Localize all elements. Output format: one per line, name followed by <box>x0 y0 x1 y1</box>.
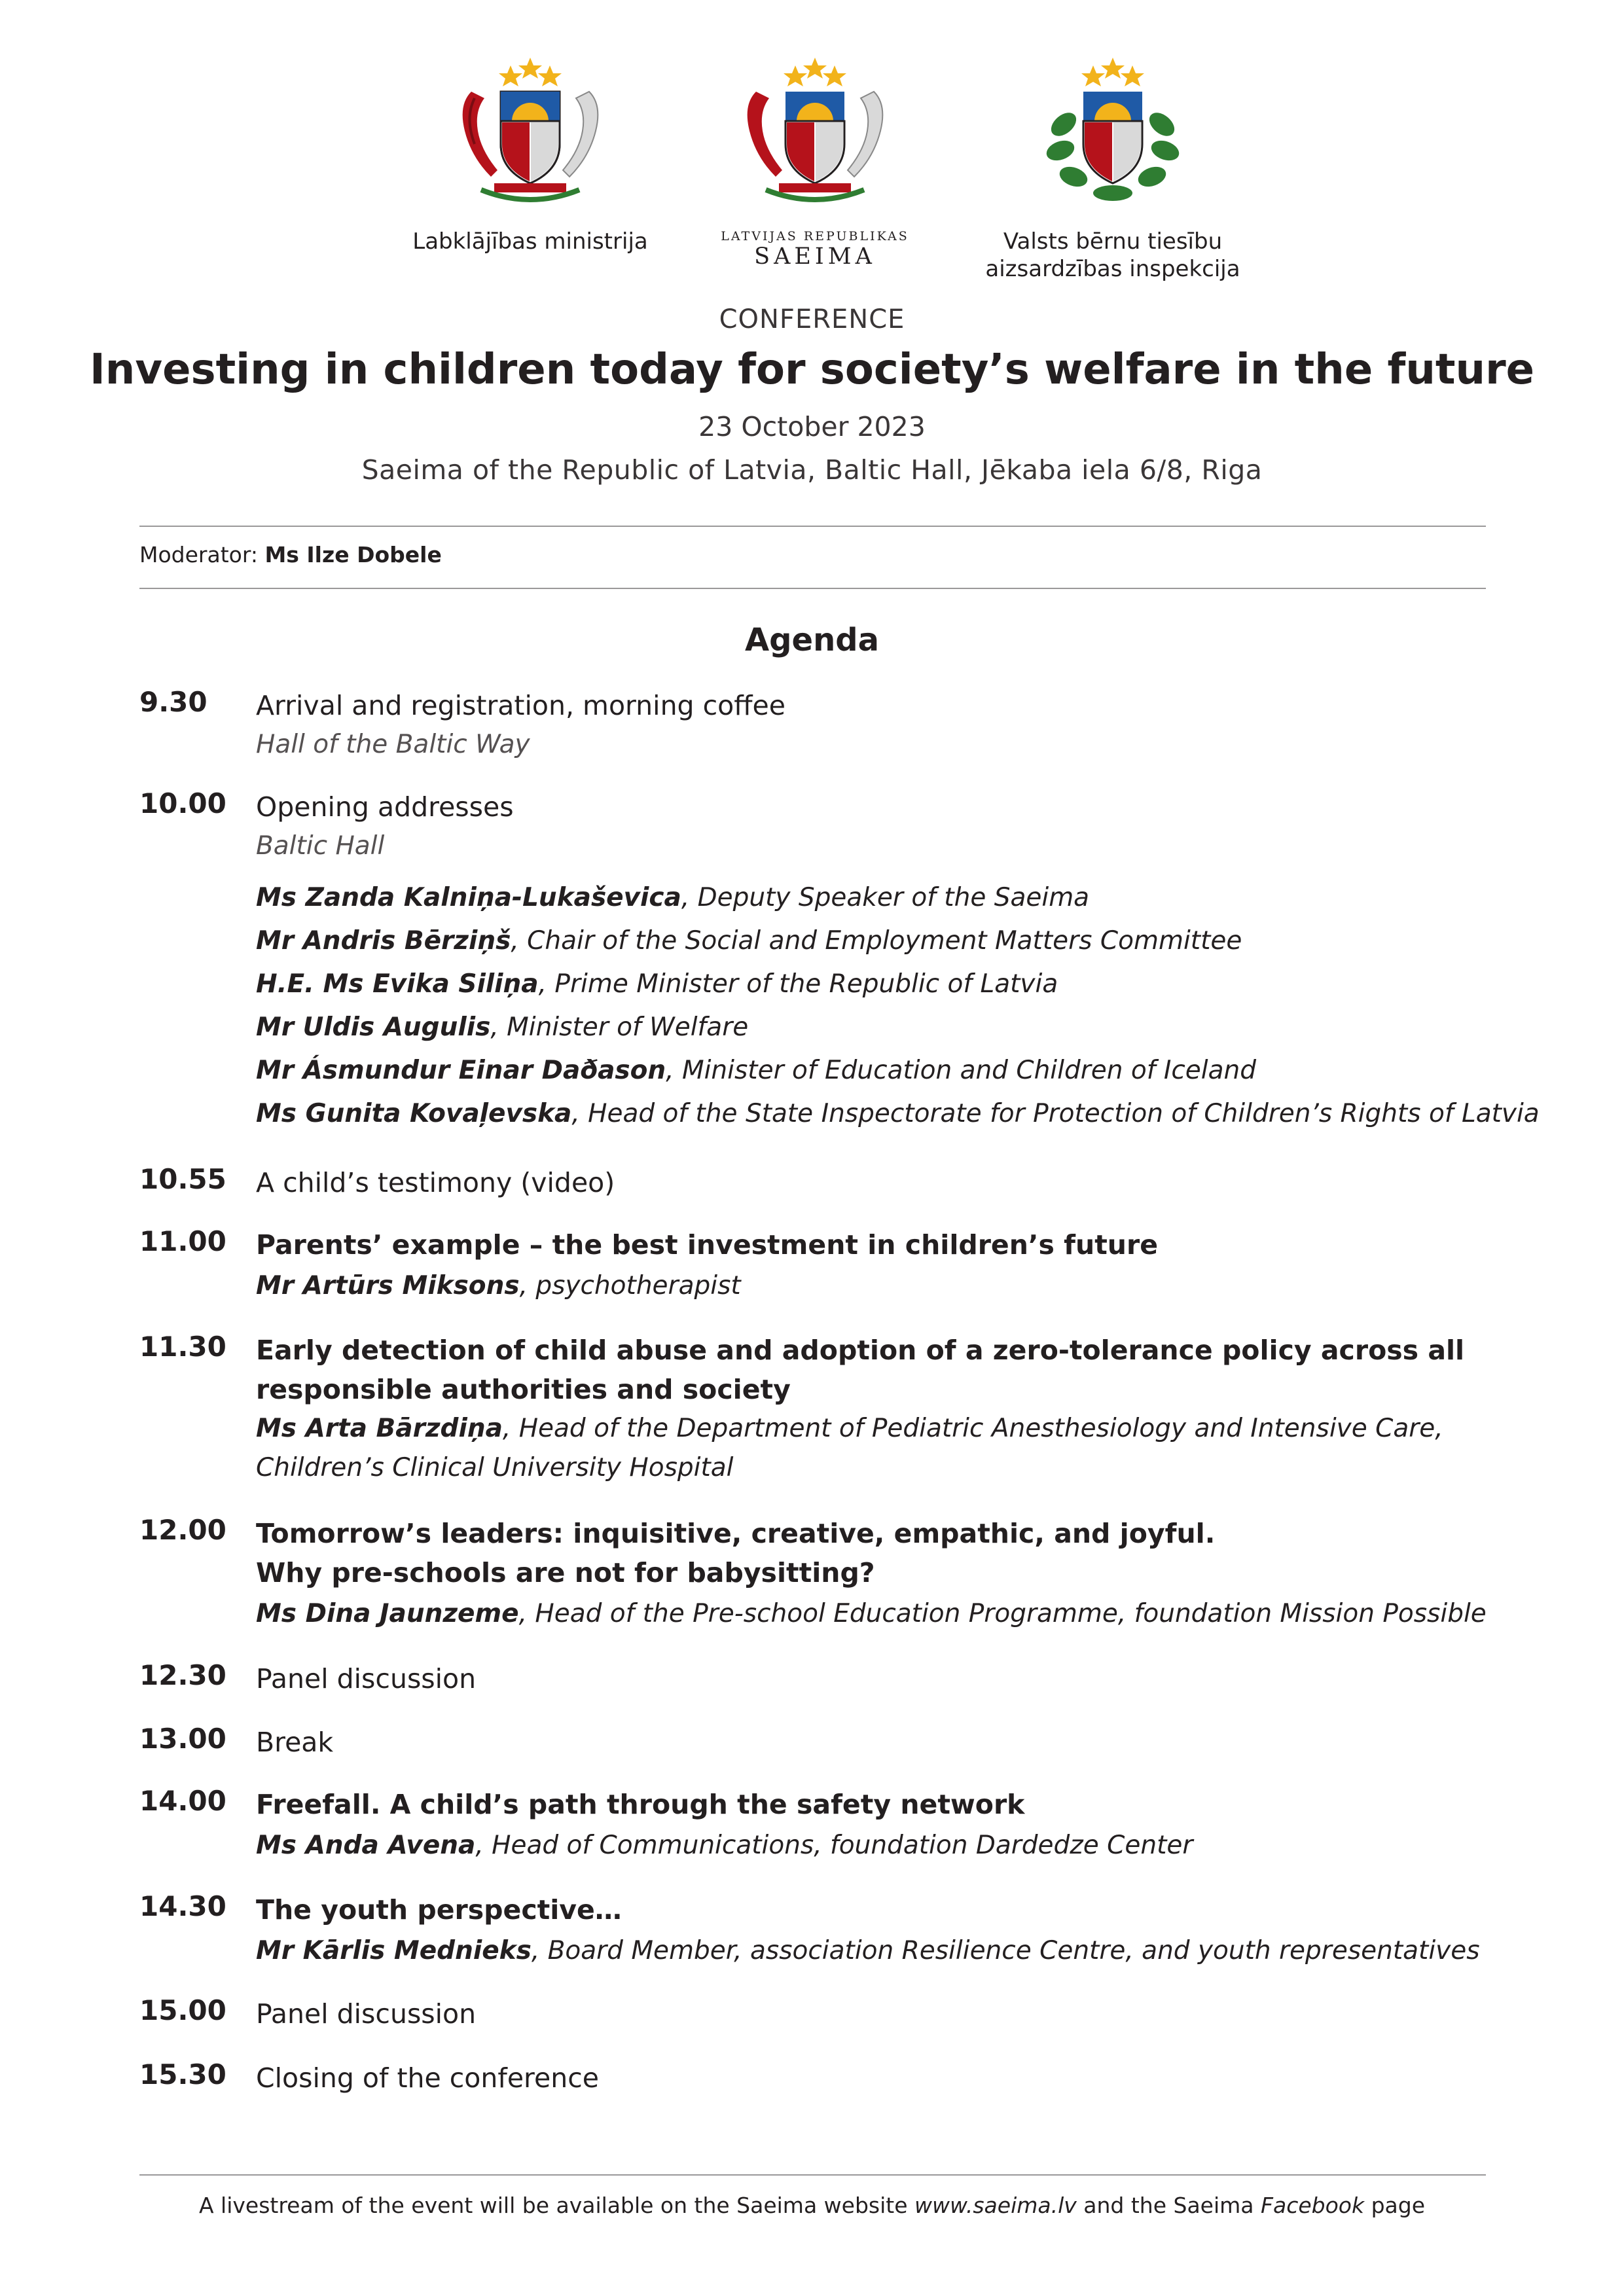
speaker-line <box>256 1592 1500 1636</box>
agenda-location: Baltic Hall <box>256 831 385 861</box>
speaker-role: , Deputy Speaker of the Saeima <box>681 883 1090 912</box>
agenda-title: A child’s testimony (video) <box>256 1167 615 1198</box>
moderator-name: Ms Ilze Dobele <box>264 542 442 567</box>
conference-venue: Saeima of the Republic of Latvia, Baltic Hall, Jēkaba iela 6/8, Riga <box>361 454 1263 486</box>
divider-bottom <box>139 588 1486 589</box>
speaker-name: Mr Artūrs Miksons <box>256 1271 520 1300</box>
speaker-role: , psychotherapist <box>519 1271 741 1300</box>
speaker-name: H.E. Ms Evika Siliņa <box>256 969 539 999</box>
speaker-line <box>256 1929 1500 1973</box>
speaker-line <box>256 876 1500 920</box>
speaker-role: , Minister of Welfare <box>490 1013 749 1042</box>
agenda-time: 11.00 <box>139 1225 226 1257</box>
speaker-name: Ms Zanda Kalniņa-Lukaševica <box>256 883 681 912</box>
agenda-title: Panel discussion <box>256 1663 477 1695</box>
footer-text: A livestream of the event will be available on the Saeima website <box>198 2193 914 2218</box>
speaker-role: , Board Member, association Resilience Centre, and youth representatives <box>531 1936 1480 1965</box>
speaker-role: , Head of the State Inspectorate for Protection of Children’s Rights of Latvia <box>571 1099 1540 1128</box>
agenda-location: Hall of the Baltic Way <box>256 730 530 759</box>
speaker-role: , Minister of Education and Children of Iceland <box>666 1056 1256 1085</box>
agenda-title: Break <box>256 1727 334 1758</box>
facebook-label: Facebook <box>1261 2193 1365 2218</box>
speaker-role: , Head of the Department of Pediatric Anesthesiology and Intensive Care, <box>502 1414 1443 1443</box>
inspectorate-label <box>982 228 1244 283</box>
speaker-line <box>256 920 1500 963</box>
agenda-time: 13.00 <box>139 1723 226 1755</box>
speaker-line <box>256 1049 1500 1092</box>
speaker-name: Mr Andris Bērziņš <box>256 926 511 956</box>
agenda-title: Parents’ example – the best investment in children’s future <box>256 1229 1159 1261</box>
saeima-website-link[interactable]: www.saeima.lv <box>914 2193 1077 2218</box>
speaker-name: Ms Anda Avena <box>256 1831 476 1860</box>
footer-note <box>0 2193 1624 2218</box>
speaker-role: , Prime Minister of the Republic of Latvia <box>538 969 1058 999</box>
divider-top <box>139 526 1486 527</box>
speaker-name: Ms Arta Bārzdiņa <box>256 1414 503 1443</box>
speaker-line <box>256 1265 1500 1308</box>
agenda-time: 14.00 <box>139 1785 226 1817</box>
speaker-name: Mr Kārlis Mednieks <box>256 1936 532 1965</box>
saeima-label-big: SAEIMA <box>754 243 876 270</box>
agenda-title-line: responsible authorities and society <box>256 1374 791 1405</box>
ministry-of-welfare-logo <box>406 52 655 255</box>
conference-kicker: CONFERENCE <box>719 304 905 334</box>
agenda-title: Arrival and registration, morning coffee <box>256 690 785 721</box>
speaker-role: , Head of the Pre-school Education Programme, foundation Mission Possible <box>518 1599 1487 1628</box>
speaker-line <box>256 1409 1500 1448</box>
coat-of-arms-icon <box>435 52 625 209</box>
footer-text: page <box>1364 2193 1426 2218</box>
coat-of-arms-icon <box>720 52 910 209</box>
speaker-name: Mr Ásmundur Einar Daðason <box>256 1056 666 1085</box>
speaker-name: Ms Dina Jaunzeme <box>256 1599 519 1628</box>
agenda-title-line: Why pre-schools are not for babysitting? <box>256 1557 875 1588</box>
agenda-title: Freefall. A child’s path through the safety network <box>256 1789 1025 1820</box>
speaker-role: , Head of Communications, foundation Dardedze Center <box>475 1831 1193 1860</box>
agenda-title: Closing of the conference <box>256 2062 599 2094</box>
speaker-name: Ms Gunita Kovaļevska <box>256 1099 572 1128</box>
conference-title: Investing in children today for society’s welfare in the future <box>89 346 1535 394</box>
speaker-role: , Chair of the Social and Employment Matters Committee <box>511 926 1242 956</box>
agenda-time: 11.30 <box>139 1331 226 1363</box>
agenda-time: 14.30 <box>139 1890 226 1922</box>
agenda-time: 12.30 <box>139 1659 226 1691</box>
footer-divider <box>139 2174 1486 2176</box>
speaker-line <box>256 1006 1500 1049</box>
speaker-role-line2: Children’s Clinical University Hospital <box>256 1453 734 1482</box>
agenda-title: Panel discussion <box>256 1998 477 2030</box>
agenda-time: 10.55 <box>139 1163 226 1195</box>
agenda-time: 9.30 <box>139 686 208 718</box>
speaker-line <box>256 1092 1540 1136</box>
speaker-name: Mr Uldis Augulis <box>256 1013 491 1042</box>
saeima-logo <box>717 52 913 270</box>
saeima-label-small: LATVIJAS REPUBLIKAS <box>721 229 909 243</box>
speaker-line <box>256 1824 1500 1867</box>
ministry-of-welfare-label: Labklājības ministrija <box>412 228 648 255</box>
logo-row <box>0 52 1624 282</box>
conference-date: 23 October 2023 <box>698 411 926 442</box>
agenda-time: 15.00 <box>139 1994 226 2026</box>
oak-coat-of-arms-icon <box>1034 52 1191 209</box>
agenda-title-line: Tomorrow’s leaders: inquisitive, creative, empathic, and joyful. <box>256 1518 1216 1549</box>
agenda-time: 10.00 <box>139 787 226 819</box>
agenda-time: 12.00 <box>139 1514 226 1546</box>
agenda-title: The youth perspective… <box>256 1894 622 1926</box>
moderator-line <box>139 542 442 567</box>
speaker-line <box>256 963 1500 1006</box>
agenda-time: 15.30 <box>139 2058 226 2090</box>
inspectorate-logo <box>982 52 1244 283</box>
agenda-title: Opening addresses <box>256 791 514 823</box>
inspectorate-label-line1: Valsts bērnu tiesību <box>1003 228 1223 255</box>
agenda-heading: Agenda <box>745 622 879 658</box>
moderator-label: Moderator: <box>139 542 258 567</box>
footer-text: and the Saeima <box>1076 2193 1261 2218</box>
inspectorate-label-line2: aizsardzības inspekcija <box>985 256 1240 282</box>
agenda-title-line: Early detection of child abuse and adoption of a zero-tolerance policy across all <box>256 1335 1465 1366</box>
